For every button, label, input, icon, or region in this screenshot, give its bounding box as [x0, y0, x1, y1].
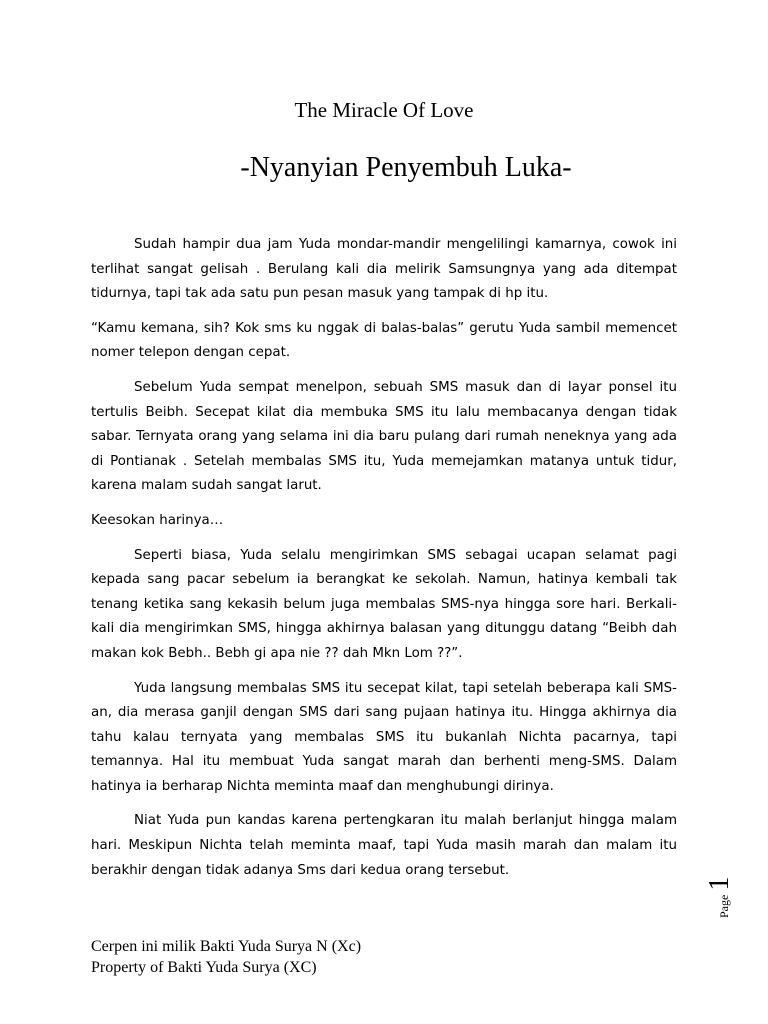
paragraph-1: Sudah hampir dua jam Yuda mondar-mandir mengelilingi kamarnya, cowok ini terlihat sangat gelisah . Berulang kali dia melirik Samsungnya yang ada ditempat tidurnya, tapi tak ada satu pun pesan masuk yang tampak di hp itu.: [91, 237, 677, 302]
page-number-label: [706, 878, 746, 918]
footer-credits: [91, 936, 361, 978]
paragraph-7: Niat Yuda pun kandas karena pertengkaran itu malah berlanjut hingga malam hari. Meskipun Nichta telah meminta maaf, tapi Yuda masih marah dan malam itu berakhir dengan tidak adanya Sms dari kedua orang tersebut.: [91, 813, 677, 878]
paragraph-2: “Kamu kemana, sih? Kok sms ku nggak di balas-balas” gerutu Yuda sambil memencet nomer telepon dengan cepat.: [91, 320, 677, 361]
footer-line-2: Property of Bakti Yuda Surya (XC): [91, 959, 317, 976]
paragraph-6: Yuda langsung membalas SMS itu secepat kilat, tapi setelah beberapa kali SMS-an, dia merasa ganjil dengan SMS dari sang pujaan hatinya itu. Hingga akhirnya dia tahu kalau ternyata yang membalas SMS itu bukanlah Nichta pacarnya, tapi temannya. Hal itu membuat Yuda sangat marah dan berhenti meng-SMS. Dalam hatinya ia berharap Nichta meminta maaf dan menghubungi dirinya.: [91, 680, 677, 794]
story-body: [91, 233, 677, 893]
page-word: Page: [717, 894, 731, 918]
paragraph-5: Seperti biasa, Yuda selalu mengirimkan SMS sebagai ucapan selamat pagi kepada sang pacar sebelum ia berangkat ke sekolah. Namun, hatinya kembali tak tenang ketika sang kekasih belum juga membalas SMS-nya hingga sore hari. Berkali-kali dia mengirimkan SMS, hingga akhirnya balasan yang ditunggu datang “Beibh dah makan kok Bebh.. Bebh gi apa nie ?? dah Mkn Lom ??”.: [91, 547, 677, 661]
paragraph-4: Keesokan harinya…: [91, 512, 224, 528]
footer-line-1: Cerpen ini milik Bakti Yuda Surya N (Xc): [91, 938, 362, 955]
document-title: The Miracle Of Love: [294, 98, 474, 122]
page-number: 1: [704, 876, 735, 891]
paragraph-3: Sebelum Yuda sempat menelpon, sebuah SMS masuk dan di layar ponsel itu tertulis Beibh. Secepat kilat dia membuka SMS itu lalu membacanya dengan tidak sabar. Ternyata orang yang selama ini dia baru pulang dari rumah neneknya yang ada di Pontianak . Setelah membalas SMS itu, Yuda memejamkan matanya untuk tidur, karena malam sudah sangat larut.: [91, 379, 677, 494]
document-subtitle: -Nyanyian Penyembuh Luka-: [240, 152, 572, 183]
